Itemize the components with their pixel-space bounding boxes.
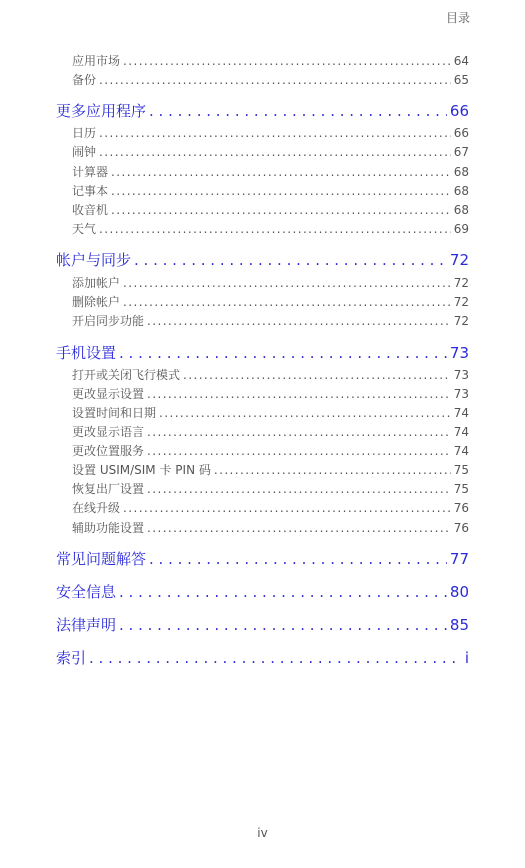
- toc-leader-dots: [123, 275, 451, 291]
- toc-section-title: 安全信息: [56, 583, 117, 601]
- toc-entry-calculator[interactable]: [72, 164, 469, 180]
- toc-leader-dots: [147, 443, 451, 459]
- toc-entry-app-market[interactable]: [72, 53, 469, 69]
- toc-entry-radio[interactable]: [72, 202, 469, 218]
- toc-leader-dots: [147, 520, 451, 536]
- toc-leader-dots: [119, 343, 447, 363]
- toc-leader-dots: [99, 144, 451, 160]
- toc-section-page: 66: [449, 102, 469, 120]
- toc-entry-date-time[interactable]: [72, 405, 469, 421]
- toc-entry-online-update[interactable]: [72, 500, 469, 516]
- toc-entry-page: 72: [453, 314, 469, 328]
- toc-entry-page: 76: [453, 521, 469, 535]
- toc-leader-dots: [147, 424, 451, 440]
- toc-section-accounts-sync[interactable]: [56, 250, 469, 270]
- toc-entry-factory-reset[interactable]: [72, 481, 469, 497]
- toc-entry-title: 添加帐户: [72, 276, 121, 290]
- toc-entry-page: 68: [453, 184, 469, 198]
- toc-entry-page: 75: [453, 463, 469, 477]
- toc-leader-dots: [214, 462, 451, 478]
- toc-entry-title: 记事本: [72, 184, 109, 198]
- toc-section-faq[interactable]: [56, 549, 469, 569]
- toc-entry-page: 74: [453, 406, 469, 420]
- toc-leader-dots: [99, 221, 451, 237]
- toc-entry-notepad[interactable]: [72, 183, 469, 199]
- toc-section-page: 72: [449, 251, 469, 269]
- toc-section-index[interactable]: [56, 648, 469, 668]
- toc-leader-dots: [159, 405, 451, 421]
- toc-section-title: 索引: [56, 649, 87, 667]
- toc-entry-display-language[interactable]: [72, 424, 469, 440]
- toc-leader-dots: [149, 549, 447, 569]
- toc-entry-page: 72: [453, 276, 469, 290]
- toc-entry-page: 73: [453, 387, 469, 401]
- toc-entry-title: 收音机: [72, 203, 109, 217]
- toc-leader-dots: [89, 648, 462, 668]
- toc-entry-backup[interactable]: [72, 72, 469, 88]
- toc-entry-page: 65: [453, 73, 469, 87]
- toc-entry-title: 打开或关闭飞行模式: [72, 368, 181, 382]
- toc-section-page: 80: [449, 583, 469, 601]
- toc-entry-weather[interactable]: [72, 221, 469, 237]
- toc-entry-title: 开启同步功能: [72, 314, 145, 328]
- toc-leader-dots: [134, 250, 447, 270]
- toc-entry-title: 删除帐户: [72, 295, 121, 309]
- toc-entry-title: 闹钟: [72, 145, 97, 159]
- toc-entry-display-settings[interactable]: [72, 386, 469, 402]
- toc-entry-title: 天气: [72, 222, 97, 236]
- toc-section-page: i: [464, 649, 469, 667]
- toc-leader-dots: [149, 101, 447, 121]
- toc-entry-title: 更改显示设置: [72, 387, 145, 401]
- page-header-title: 目录: [445, 11, 470, 25]
- toc-entry-title: 设置时间和日期: [72, 406, 157, 420]
- toc-leader-dots: [147, 481, 451, 497]
- toc-entry-page: 75: [453, 482, 469, 496]
- toc-entry-title: 计算器: [72, 165, 109, 179]
- toc-section-page: 73: [449, 344, 469, 362]
- toc-entry-page: 68: [453, 165, 469, 179]
- toc-entry-title: 日历: [72, 126, 97, 140]
- toc-entry-page: 69: [453, 222, 469, 236]
- toc-entry-add-account[interactable]: [72, 275, 469, 291]
- toc-section-safety[interactable]: [56, 582, 469, 602]
- toc-leader-dots: [147, 386, 451, 402]
- toc-entry-page: 67: [453, 145, 469, 159]
- toc-entry-airplane-mode[interactable]: [72, 367, 469, 383]
- toc-entry-page: 68: [453, 203, 469, 217]
- toc-entry-remove-account[interactable]: [72, 294, 469, 310]
- toc-entry-title: 备份: [72, 73, 97, 87]
- toc-leader-dots: [99, 125, 451, 141]
- toc-section-title: 法律声明: [56, 616, 117, 634]
- toc-entry-title: 辅助功能设置: [72, 521, 145, 535]
- toc-leader-dots: [119, 582, 447, 602]
- toc-entry-sim-pin[interactable]: [72, 462, 469, 478]
- toc-entry-enable-sync[interactable]: [72, 313, 469, 329]
- toc-entry-page: 74: [453, 444, 469, 458]
- toc-leader-dots: [119, 615, 447, 635]
- toc-section-page: 77: [449, 550, 469, 568]
- toc-entry-title: 更改位置服务: [72, 444, 145, 458]
- toc-section-title: 更多应用程序: [56, 102, 147, 120]
- toc-entry-alarm[interactable]: [72, 144, 469, 160]
- toc-section-title: 常见问题解答: [56, 550, 147, 568]
- toc-entry-page: 64: [453, 54, 469, 68]
- toc-leader-dots: [111, 202, 451, 218]
- page-number: iv: [257, 826, 268, 840]
- toc-section-title: 手机设置: [56, 344, 117, 362]
- toc-entry-page: 76: [453, 501, 469, 515]
- toc-entry-page: 72: [453, 295, 469, 309]
- toc-leader-dots: [147, 313, 451, 329]
- toc-leader-dots: [123, 53, 451, 69]
- toc-entry-title: 设置 USIM/SIM 卡 PIN 码: [72, 463, 211, 477]
- toc-entry-page: 66: [453, 126, 469, 140]
- toc-entry-title: 更改显示语言: [72, 425, 145, 439]
- toc-section-more-apps[interactable]: [56, 101, 469, 121]
- toc-leader-dots: [183, 367, 451, 383]
- toc-leader-dots: [111, 164, 451, 180]
- toc-section-phone-settings[interactable]: [56, 343, 469, 363]
- toc-entry-location-services[interactable]: [72, 443, 469, 459]
- toc-leader-dots: [99, 72, 451, 88]
- toc-section-title: 帐户与同步: [56, 251, 132, 269]
- toc-entry-page: 73: [453, 368, 469, 382]
- toc-leader-dots: [111, 183, 451, 199]
- toc-entry-title: 恢复出厂设置: [72, 482, 145, 496]
- toc-section-legal[interactable]: [56, 615, 469, 635]
- toc-entry-page: 74: [453, 425, 469, 439]
- toc-entry-calendar[interactable]: [72, 125, 469, 141]
- toc-leader-dots: [123, 294, 451, 310]
- toc-entry-accessibility[interactable]: [72, 520, 469, 536]
- toc-section-page: 85: [449, 616, 469, 634]
- toc-entry-title: 在线升级: [72, 501, 121, 515]
- toc-leader-dots: [123, 500, 451, 516]
- toc-entry-title: 应用市场: [72, 54, 121, 68]
